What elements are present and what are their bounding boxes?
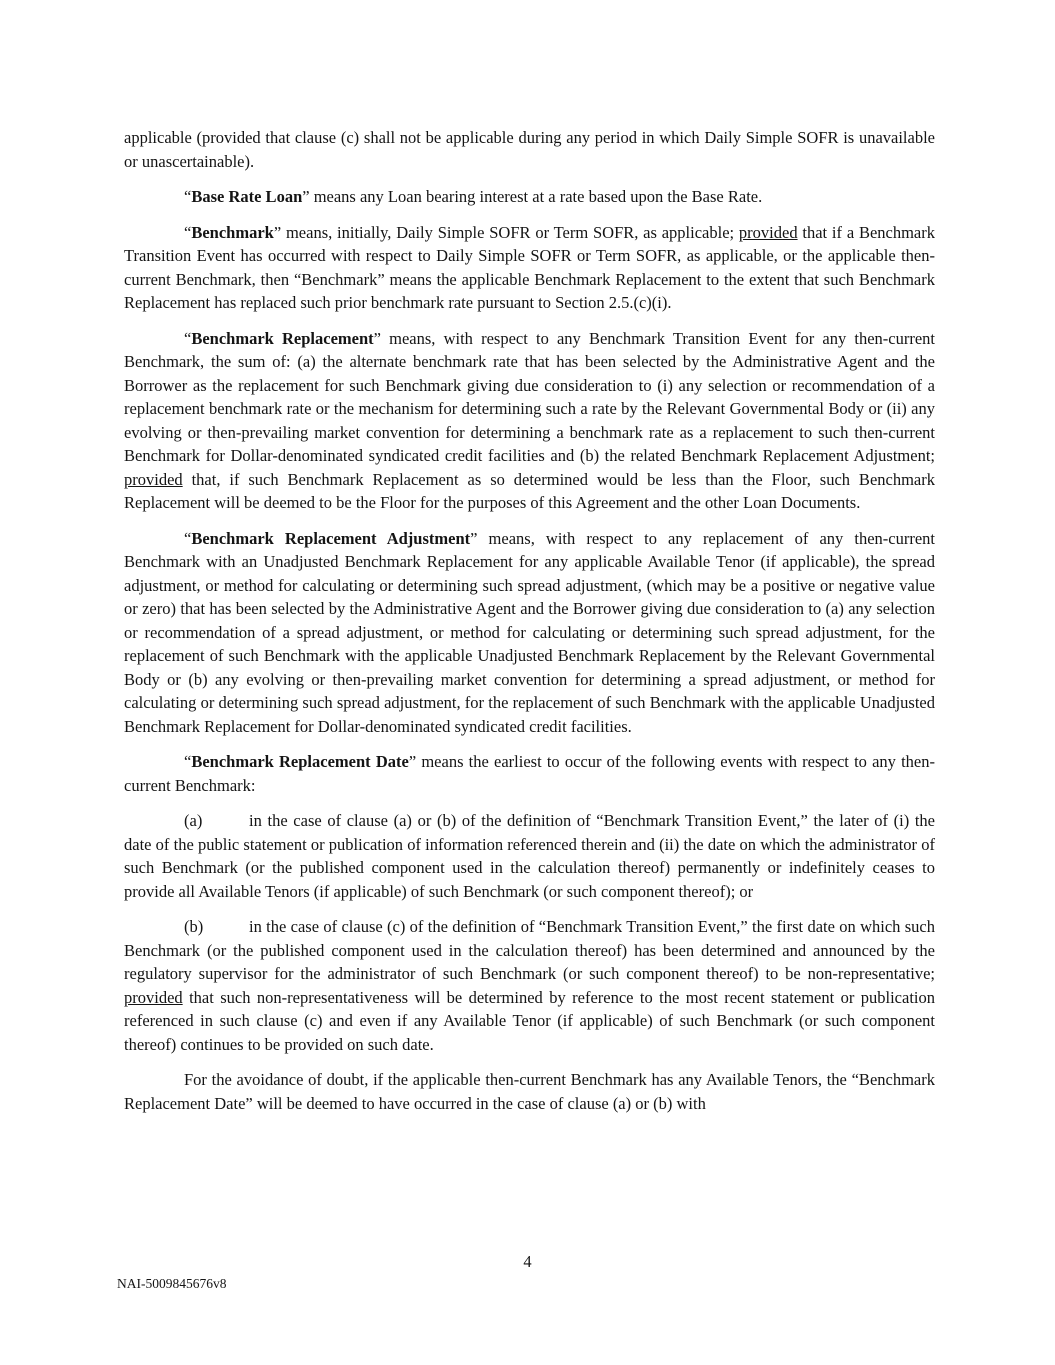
term-benchmark-replacement-adjustment: Benchmark Replacement Adjustment	[191, 528, 471, 548]
paragraph-continuation	[124, 126, 935, 173]
underlined-provided: provided	[738, 222, 798, 242]
paragraph-avoidance-of-doubt	[124, 1068, 935, 1115]
text-run: that, if such Benchmark Replacement as so determined would be less than the Floor, such Benchmark Replacement will be deemed to be the Floor for the purposes of this Agreement and the other Loan Documents.	[124, 469, 935, 512]
open-quote: “	[184, 752, 192, 771]
text-run: in the case of clause (c) of the definition of “Benchmark Transition Event,” the first date on which such Benchmark (or the published component used in the calculation thereof) has been determined and announced by the regulatory supervisor for the administrator of such Benchmark (or such component thereof) to be non-representative;	[124, 917, 935, 983]
open-quote: “	[184, 528, 192, 548]
underlined-provided: provided	[124, 987, 183, 1007]
text-run: in the case of clause (a) or (b) of the definition of “Benchmark Transition Event,” the later of (i) the date of the public statement or publication of information referenced therein and (ii) the date on which the administrator of such Benchmark (or the published component used in the calculation thereof) permanently or indefinitely ceases to provide all Available Tenors (if applicable) of such Benchmark (or such component thereof); or	[124, 811, 935, 901]
definition-base-rate-loan	[124, 185, 935, 209]
clause-b-label: (b)	[184, 917, 204, 936]
text-run: For the avoidance of doubt, if the applicable then-current Benchmark has any Available Tenors, the “Benchmark Replacement Date” will be deemed to have occurred in the case of clause (a) or (b) with	[124, 1070, 935, 1113]
text-run: ” means any Loan bearing interest at a rate based upon the Base Rate.	[302, 187, 763, 206]
text-run: ” means, with respect to any Benchmark Transition Event for any then-current Benchmark, the sum of: (a) the alternate benchmark rate that has been selected by the Administrative Agent and the Borrower as the replacement for such Benchmark giving due consideration to (i) any selection or recommendation of a replacement benchmark rate or the mechanism for determining such a rate by the Relevant Governmental Body or (ii) any evolving or then-prevailing market convention for determining a benchmark rate as a replacement to such then-current Benchmark for Dollar-denominated syndicated credit facilities and (b) the related Benchmark Replacement Adjustment;	[124, 328, 935, 465]
definition-benchmark-replacement-adjustment	[124, 527, 935, 739]
text-run: applicable (provided that clause (c) shall not be applicable during any period in which Daily Simple SOFR is unavailable or unascertainable).	[124, 128, 935, 171]
document-id: NAI-5009845676v8	[117, 1276, 227, 1291]
text-run: ” means, with respect to any replacement of any then-current Benchmark with an Unadjusted Benchmark Replacement for any applicable Available Tenor (if applicable), the spread adjustment, or method for calculating or determining such spread adjustment, (which may be a positive or negative value or zero) that has been selected by the Administrative Agent and the Borrower giving due consideration to (a) any selection or recommendation of a spread adjustment, or method for calculating or determining such spread adjustment, for the replacement of such Benchmark with the applicable Unadjusted Benchmark Replacement by the Relevant Governmental Body or (b) any evolving or then-prevailing market convention for determining a spread adjustment, or method for calculating or determining such spread adjustment, for the replacement of such Benchmark with the applicable Unadjusted Benchmark Replacement for Dollar-denominated syndicated credit facilities.	[124, 528, 935, 736]
clause-a-paragraph	[124, 809, 935, 903]
text-run: ” means the earliest to occur of the following events with respect to any then-current Benchmark:	[124, 752, 935, 795]
clause-a-label: (a)	[184, 811, 203, 830]
page-body-text	[124, 126, 935, 1127]
open-quote: “	[184, 187, 192, 206]
page-number: 4	[523, 1252, 532, 1271]
definition-benchmark-replacement-date	[124, 750, 935, 797]
term-base-rate-loan: Base Rate Loan	[191, 187, 303, 206]
definition-benchmark-replacement	[124, 327, 935, 515]
clause-b-paragraph	[124, 915, 935, 1056]
underlined-provided: provided	[124, 469, 183, 489]
definition-benchmark	[124, 221, 935, 315]
term-benchmark-replacement: Benchmark Replacement	[191, 328, 374, 348]
term-benchmark: Benchmark	[191, 222, 274, 242]
open-quote: “	[184, 328, 192, 348]
text-run: that such non-representativeness will be determined by reference to the most recent statement or publication referenced in such clause (c) and even if any Available Tenor (if applicable) of such Benchmark (or such component thereof) continues to be provided on such date.	[124, 987, 935, 1054]
text-run: that if a Benchmark Transition Event has occurred with respect to Daily Simple SOFR or Term SOFR, as applicable, or the applicable then-current Benchmark, then “Benchmark” means the applicable Benchmark Replacement to the extent that such Benchmark Replacement has replaced such prior benchmark rate pursuant to Section 2.5.(c)(i).	[124, 222, 936, 312]
open-quote: “	[184, 222, 192, 242]
term-benchmark-replacement-date: Benchmark Replacement Date	[191, 752, 409, 771]
text-run: ” means, initially, Daily Simple SOFR or Term SOFR, as applicable;	[273, 222, 739, 242]
